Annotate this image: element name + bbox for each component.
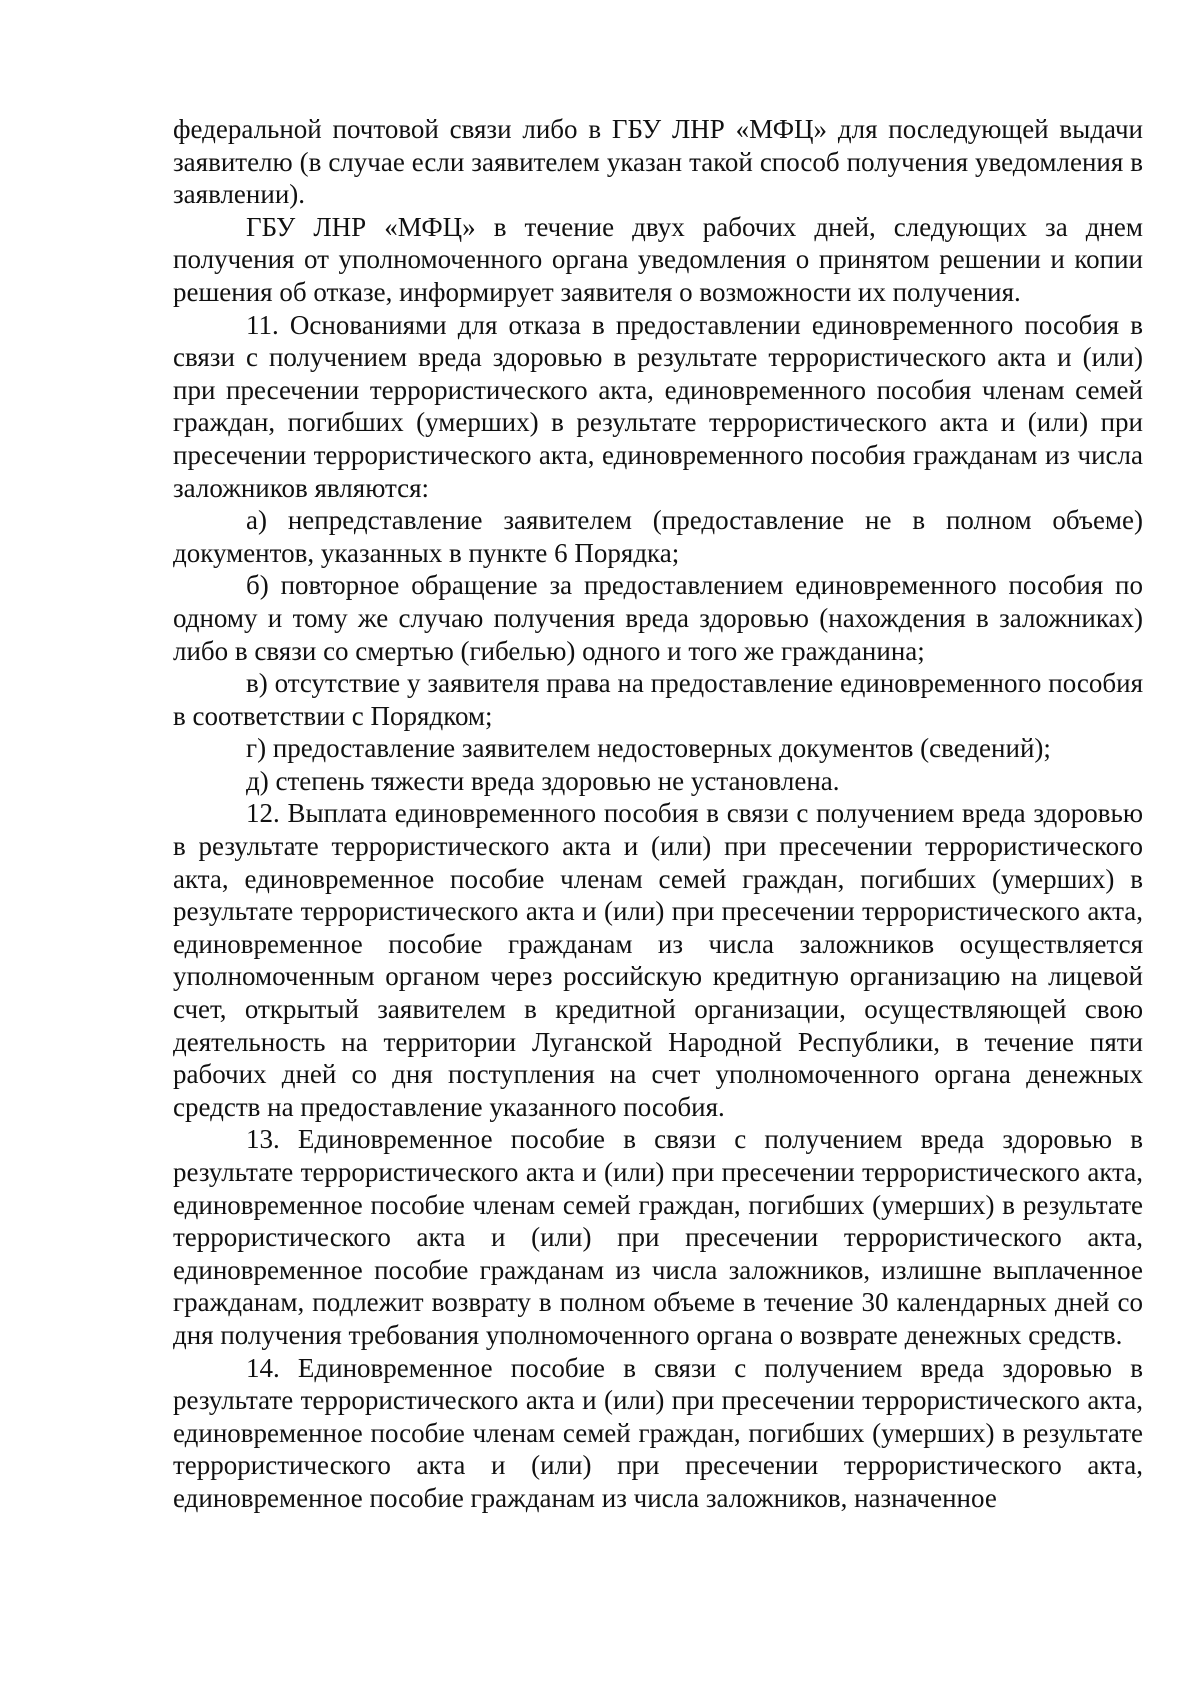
paragraph-continuation: федеральной почтовой связи либо в ГБУ ЛНР «МФЦ» для последующей выдачи заявителю (в случае если заявителем указан такой способ получения уведомления в заявлении).	[173, 114, 1143, 210]
paragraph-11-grounds-for-refusal: 11. Основаниями для отказа в предоставлении единовременного пособия в связи с получением вреда здоровью в результате террористического акта и (или) при пресечении террористического акта, единовременного пособия членам семей граждан, погибших (умерших) в результате террористического акта и (или) при пресечении террористического акта, единовременного пособия гражданам из числа заложников являются:	[173, 309, 1143, 503]
paragraph-14-assigned: 14. Единовременное пособие в связи с получением вреда здоровью в результате террористического акта и (или) при пресечении террористического акта, единовременное пособие членам семей граждан, погибших (умерших) в результате террористического акта и (или) при пресечении террористического акта, единовременное пособие гражданам из числа заложников, назначенное	[173, 1352, 1143, 1513]
list-item-b: б) повторное обращение за предоставлением единовременного пособия по одному и тому же случаю получения вреда здоровью (нахождения в заложниках) либо в связи со смертью (гибелью) одного и того же гражданина;	[173, 570, 1143, 666]
list-item-d: д) степень тяжести вреда здоровью не установлена.	[246, 765, 840, 796]
paragraph-13-refund: 13. Единовременное пособие в связи с получением вреда здоровью в результате террористического акта и (или) при пресечении террористического акта, единовременное пособие членам семей граждан, погибших (умерших) в результате террористического акта и (или) при пресечении террористического акта, единовременное пособие гражданам из числа заложников, излишне выплаченное гражданам, подлежит возврату в полном объеме в течение 30 календарных дней со дня получения требования уполномоченного органа о возврате денежных средств.	[173, 1124, 1143, 1350]
list-item-g: г) предоставление заявителем недостоверных документов (сведений);	[246, 733, 1051, 764]
paragraph-mfc-notification: ГБУ ЛНР «МФЦ» в течение двух рабочих дней, следующих за днем получения от уполномоченного органа уведомления о принятом решении и копии решения об отказе, информирует заявителя о возможности их получения.	[173, 211, 1143, 307]
list-item-v: в) отсутствие у заявителя права на предоставление единовременного пособия в соответствии с Порядком;	[173, 668, 1143, 731]
document-page	[173, 113, 1143, 1515]
list-item-a: а) непредставление заявителем (предоставление не в полном объеме) документов, указанных в пункте 6 Порядка;	[173, 505, 1143, 568]
paragraph-12-payment: 12. Выплата единовременного пособия в связи с получением вреда здоровью в результате террористического акта и (или) при пресечении террористического акта, единовременное пособие членам семей граждан, погибших (умерших) в результате террористического акта и (или) при пресечении террористического акта, единовременное пособие гражданам из числа заложников осуществляется уполномоченным органом через российскую кредитную организацию на лицевой счет, открытый заявителем в кредитной организации, осуществляющей свою деятельность на территории Луганской Народной Республики, в течение пяти рабочих дней со дня поступления на счет уполномоченного органа денежных средств на предоставление указанного пособия.	[173, 798, 1143, 1122]
